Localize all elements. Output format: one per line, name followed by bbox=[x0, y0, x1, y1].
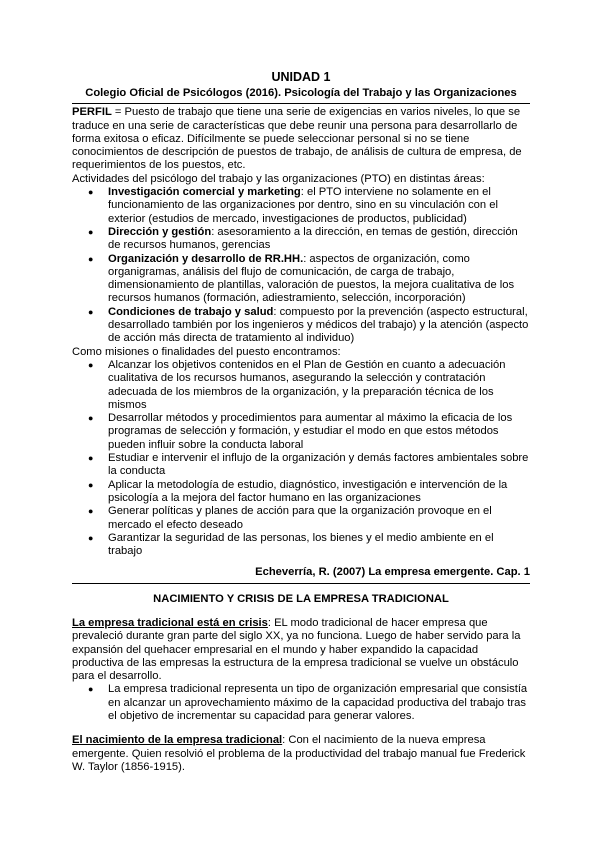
missions-list bbox=[72, 359, 530, 558]
bullet-icon: ● bbox=[88, 506, 94, 517]
document-page bbox=[72, 70, 530, 774]
perfil-paragraph bbox=[72, 106, 530, 172]
reference-citation: Echeverría, R. (2007) La empresa emergente. Cap. 1 bbox=[255, 566, 530, 579]
item-text: La empresa tradicional representa un tipo de organización empresarial que consistía en alcanzar un aprovechamiento máximo de la capacidad productiva del trabajo tras el objetivo de incrementar su capacidad para generar valores. bbox=[108, 683, 528, 723]
item-term: Condiciones de trabajo y salud bbox=[108, 305, 274, 318]
bullet-icon: ● bbox=[88, 413, 94, 424]
bullet-icon: ● bbox=[88, 253, 94, 264]
item-text: Estudiar e intervenir el influjo de la organización y demás factores ambientales sobre la conducta bbox=[108, 452, 529, 478]
list-item bbox=[72, 306, 530, 346]
item-term: Investigación comercial y marketing bbox=[108, 186, 301, 199]
crisis-text: : EL modo tradicional de hacer empresa que prevaleció durante gran parte del siglo XX, ya no funciona. Luego de haber servido para la expansión del quehacer empresarial en el mundo y haber expandido la capacidad productiva de las empresas la estructura de la empresa tradicional se vuelve un obstáculo para el desarrollo. bbox=[72, 616, 521, 683]
item-text: Generar políticas y planes de acción para que la organización provoque en el mercado el efecto deseado bbox=[108, 505, 492, 531]
crisis-paragraph bbox=[72, 617, 530, 683]
list-item bbox=[72, 253, 530, 306]
list-item bbox=[72, 186, 530, 226]
source-citation: Colegio Oficial de Psicólogos (2016). Psicología del Trabajo y las Organizaciones bbox=[85, 87, 517, 99]
crisis-term: La empresa tradicional está en crisis bbox=[72, 616, 268, 629]
bullet-icon: ● bbox=[88, 479, 94, 490]
list-item bbox=[72, 452, 530, 479]
birth-paragraph bbox=[72, 734, 530, 774]
item-text: Alcanzar los objetivos contenidos en el Plan de Gestión en cuanto a adecuación cualitativa de los recursos humanos, asegurando la selección y contratación adecuada de los miembros de la organización, y la preparación técnica de los mismos bbox=[108, 358, 506, 411]
activities-list bbox=[72, 186, 530, 346]
list-item bbox=[72, 505, 530, 532]
bullet-icon: ● bbox=[88, 306, 94, 317]
item-text: : compuesto por la prevención (aspecto estructural, desarrollado también por los ingenieros y médicos del trabajo) y la atención (aspecto de acción más directa de tratamiento al individuo) bbox=[108, 305, 529, 345]
item-text: : el PTO interviene no solamente en el funcionamiento de las organizaciones por dentro, sino en su vinculación con el exterior (estudios de mercado, investigaciones de productos, publicidad) bbox=[108, 186, 498, 225]
item-text: : aspectos de organización, como organigramas, análisis del flujo de comunicación, de carga de trabajo, dimensionamiento de plantillas, valoración de puestos, la mejora cualitativa de los recursos humanos (formación, adiestramiento, selección, incorporación) bbox=[108, 252, 515, 305]
perfil-text: = Puesto de trabajo que tiene una serie de exigencias en varios niveles, lo que se traduce en una serie de características que debe reunir una persona para desarrollarlo de forma exitosa o eficaz. Difícilmente se puede seleccionar personal si no se tiene conocimientos de descripción de puestos de trabajo, de análisis de cultura de empresa, de requerimientos de los puestos, etc. bbox=[72, 106, 522, 172]
divider bbox=[72, 103, 530, 104]
activities-intro: Actividades del psicólogo del trabajo y las organizaciones (PTO) en distintas áreas: bbox=[72, 172, 485, 185]
bullet-icon: ● bbox=[88, 226, 94, 237]
list-item bbox=[72, 359, 530, 412]
list-item bbox=[72, 226, 530, 253]
list-item bbox=[72, 412, 530, 452]
crisis-list bbox=[72, 683, 530, 723]
bullet-icon: ● bbox=[88, 187, 94, 198]
item-text: Garantizar la seguridad de las personas, los bienes y el medio ambiente en el trabajo bbox=[108, 531, 494, 558]
divider bbox=[72, 583, 530, 584]
birth-term: El nacimiento de la empresa tradicional bbox=[72, 734, 283, 747]
item-text: Desarrollar métodos y procedimientos para aumentar al máximo la eficacia de los programas de selección y formación, y estudiar el modo en que estos métodos pueden influir sobre la conducta laboral bbox=[108, 412, 513, 451]
missions-intro: Como misiones o finalidades del puesto encontramos: bbox=[72, 345, 341, 358]
item-term: Dirección y gestión bbox=[108, 225, 212, 238]
perfil-term: PERFIL bbox=[72, 106, 112, 119]
section-title: NACIMIENTO Y CRISIS DE LA EMPRESA TRADICIONAL bbox=[153, 592, 449, 605]
item-term: Organización y desarrollo de RR.HH. bbox=[108, 252, 304, 265]
list-item bbox=[72, 683, 530, 723]
birth-text: : Con el nacimiento de la nueva empresa emergente. Quien resolvió el problema de la productividad del trabajo manual fue Frederick W. Taylor (1856-1915). bbox=[72, 734, 526, 773]
bullet-icon: ● bbox=[88, 453, 94, 464]
item-text: Aplicar la metodología de estudio, diagnóstico, investigación e intervención de la psicología a la mejora del factor humano en las organizaciones bbox=[108, 478, 508, 504]
bullet-icon: ● bbox=[88, 532, 94, 543]
unit-title: UNIDAD 1 bbox=[271, 70, 331, 84]
bullet-icon: ● bbox=[88, 359, 94, 370]
list-item bbox=[72, 479, 530, 506]
item-text: : asesoramiento a la dirección, en temas de gestión, dirección de recursos humanos, gerencias bbox=[108, 225, 518, 252]
list-item bbox=[72, 532, 530, 559]
bullet-icon: ● bbox=[88, 684, 94, 695]
